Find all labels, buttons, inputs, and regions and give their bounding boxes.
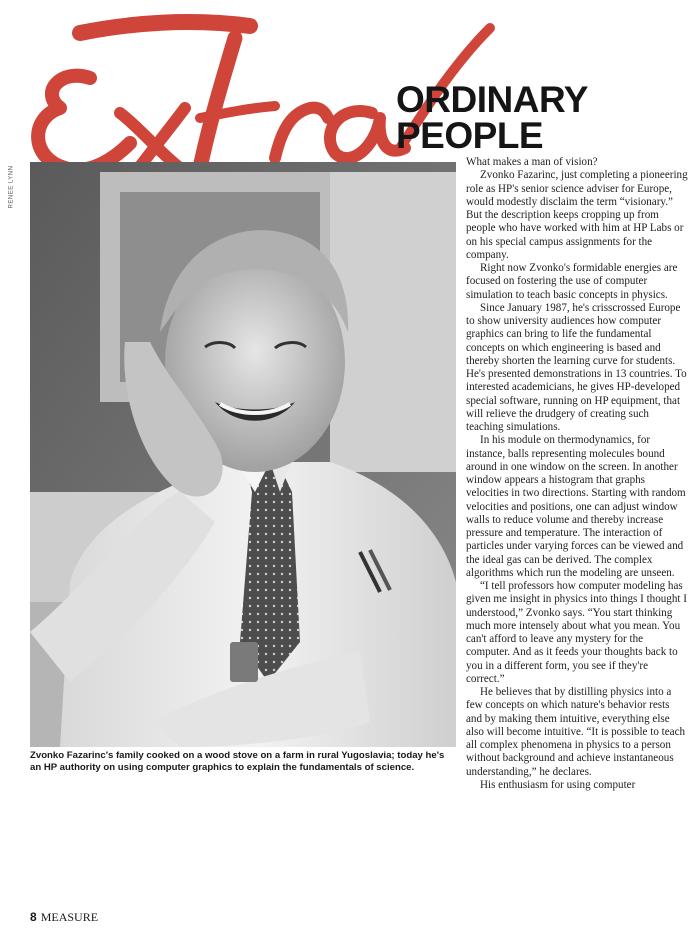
photo-credit-text: RENEE LYNN — [8, 165, 15, 209]
article-paragraph: In his module on thermodynamics, for instance, balls representing molecules bound around in one window on the screen. In another window appears a histogram that graphs velocities in two directions. Starting with random velocities and positions, one can adjust window walls to reduce volume and thereby increase pressure and temperature. The interaction of particles under varying forces can be viewed and the ideal gas can be derived. The complex algorithms which run the modeling are unseen. — [466, 434, 686, 579]
article-body — [466, 156, 688, 792]
page-number: 8 — [30, 910, 37, 924]
publication-name: MEASURE — [40, 910, 99, 924]
headline-line-1: ORDINARY — [396, 79, 588, 120]
portrait-photo-image — [30, 162, 456, 747]
article-paragraph: Since January 1987, he's crisscrossed Europe to show university audiences how computer graphics can bring to life the fundamental concepts on which engineering is based and thereby shorten the learning curve for students. He's presented demonstrations in 13 countries. To interested academicians, he gives HP-developed special software, running on HP equipment, that will relieve the drudgery of creating such teaching simulations. — [466, 301, 687, 433]
photo-credit — [8, 160, 26, 220]
article-paragraph: “I tell professors how computer modeling has given me insight in physics into things I thought I understood,” Zvonko says. “You start thinking much more intensely about what you mean. You can't afford to leave any mystery for the computer. And as it feeds your thoughts back to you in a different form, you see if they're correct.” — [466, 580, 687, 685]
portrait-photo — [30, 162, 456, 747]
article-paragraph: Right now Zvonko's formidable energies are focused on fostering the use of computer simulation to teach basic concepts in physics. — [466, 262, 678, 301]
headline-line-2: PEOPLE — [396, 115, 544, 156]
extra-script-word: Extra — [20, 8, 23, 9]
photo-caption: Zvonko Fazarinc's family cooked on a wood stove on a farm in rural Yugoslavia; today he's an HP authority on using computer graphics to explain the fundamentals of science. — [30, 750, 445, 773]
headline — [396, 79, 588, 156]
article-paragraph: What makes a man of vision? — [466, 156, 598, 168]
article-paragraph: His enthusiasm for using computer — [480, 778, 636, 791]
article-paragraph: He believes that by distilling physics into a few concepts on which nature's behavior rests and by making them intuitive, everything else also will become intuitive. “It is possible to teach all complex phenomena in physics to a person without background and achieve instantaneous understanding,” he declares. — [466, 686, 686, 778]
article-paragraph: Zvonko Fazarinc, just completing a pioneering role as HP's senior science adviser for Europe, would modestly disclaim the term “visionary.” But the description keeps cropping up from people who have worked with him at HP Labs or on his special campus assignments for the company. — [466, 169, 688, 261]
page-footer — [30, 910, 98, 925]
